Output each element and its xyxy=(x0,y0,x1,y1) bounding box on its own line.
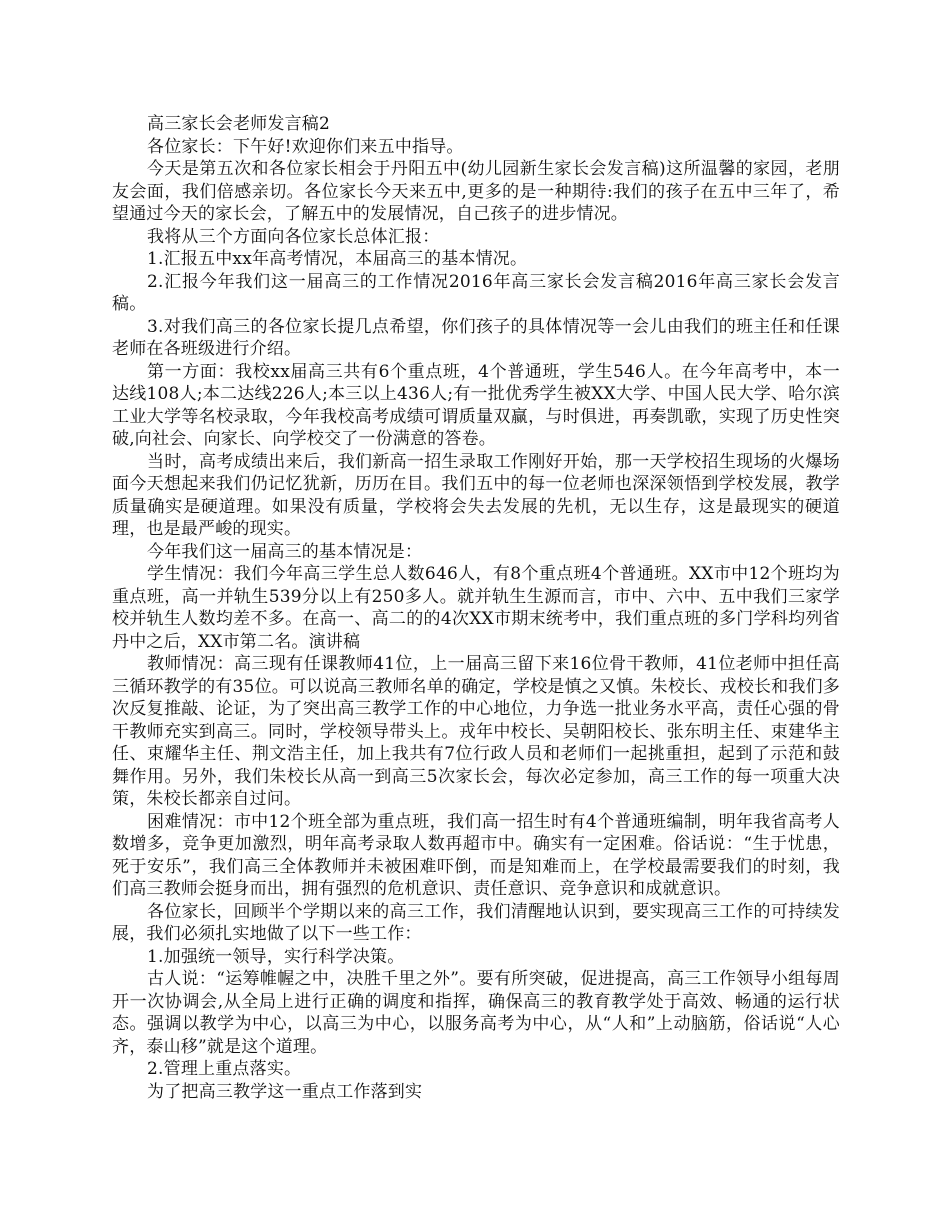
list-item: 1.加强统一领导，实行科学决策。 xyxy=(147,946,405,967)
list-item: 3.对我们高三的各位家长提几点希望，你们孩子的具体情况等一会儿由我们的班主任和任课老师在各班级进行介绍。 xyxy=(112,316,840,359)
document-body xyxy=(112,113,840,1103)
body-paragraph: 学生情况：我们今年高三学生总人数646人，有8个重点班4个普通班。XX市中12个班均为重点班，高一并轨生539分以上有250多人。就并轨生生源而言，市中、六中、五中我们三家学校并轨生人数均差不多。在高一、高二的的4次XX市期末统考中，我们重点班的多门学科均列省丹中之后，XX市第二名。演讲稿 xyxy=(112,564,840,652)
body-paragraph: 各位家长，回顾半个学期以来的高三工作，我们清醒地认识到，要实现高三工作的可持续发展，我们必须扎实地做了以下一些工作： xyxy=(112,901,840,944)
document-title: 高三家长会老师发言稿2 xyxy=(147,114,331,134)
list-item: 1.汇报五中xx年高考情况，本届高三的基本情况。 xyxy=(147,249,528,269)
body-paragraph: 当时，高考成绩出来后，我们新高一招生录取工作刚好开始，那一天学校招生现场的火爆场面今天想起来我们仍记忆犹新，历历在目。我们五中的每一位老师也深深领悟到学校发展，教学质量确实是硬道理。如果没有质量，学校将会失去发展的先机，无以生存，这是最现实的硬道理，也是最严峻的现实。 xyxy=(112,451,840,539)
list-item: 2.管理上重点落实。 xyxy=(147,1059,302,1079)
body-paragraph: 今天是第五次和各位家长相会于丹阳五中(幼儿园新生家长会发言稿)这所温馨的家园，老朋友会面，我们倍感亲切。各位家长今天来五中,更多的是一种期待:我们的孩子在五中三年了，希望通过今天的家长会，了解五中的发展情况，自己孩子的进步情况。 xyxy=(112,159,840,224)
greeting-paragraph: 各位家长：下午好!欢迎你们来五中指导。 xyxy=(147,136,464,157)
body-paragraph: 第一方面：我校xx届高三共有6个重点班，4个普通班，学生546人。在今年高考中，本一达线108人;本二达线226人;本三以上436人;有一批优秀学生被XX大学、中国人民大学、哈尔滨工业大学等名校录取，今年我校高考成绩可谓质量双赢，与时俱进，再奏凯歌，实现了历史性突破,向社会、向家长、向学校交了一份满意的答卷。 xyxy=(112,361,840,449)
body-paragraph: 我将从三个方面向各位家长总体汇报： xyxy=(147,226,440,247)
list-item: 2.汇报今年我们这一届高三的工作情况2016年高三家长会发言稿2016年高三家长会发言稿。 xyxy=(112,271,840,314)
body-paragraph: 古人说：“运筹帷幄之中，决胜千里之外”。要有所突破，促进提高，高三工作领导小组每周开一次协调会,从全局上进行正确的调度和指挥，确保高三的教育教学处于高效、畅通的运行状态。强调以教学为中心，以高三为中心，以服务高考为中心，从“人和”上动脑筋，俗话说“人心齐，泰山移”就是这个道理。 xyxy=(112,969,840,1057)
body-paragraph: 为了把高三教学这一重点工作落到实 xyxy=(147,1081,423,1102)
body-paragraph: 困难情况：市中12个班全部为重点班，我们高一招生时有4个普通班编制，明年我省高考人数增多，竞争更加激烈，明年高考录取人数再超市中。确实有一定困难。俗话说：“生于忧患，死于安乐”，我们高三全体教师并未被困难吓倒，而是知难而上，在学校最需要我们的时刻，我们高三教师会挺身而出，拥有强烈的危机意识、责任意识、竞争意识和成就意识。 xyxy=(112,811,840,899)
body-paragraph: 今年我们这一届高三的基本情况是： xyxy=(147,541,423,562)
body-paragraph: 教师情况：高三现有任课教师41位，上一届高三留下来16位骨干教师，41位老师中担任高三循环教学的有35位。可以说高三教师名单的确定，学校是慎之又慎。朱校长、戎校长和我们多次反复推敲、论证，为了突出高三教学工作的中心地位，力争选一批业务水平高，责任心强的骨干教师充实到高三。同时，学校领导带头上。戎年中校长、吴朝阳校长、张东明主任、束建华主任、束耀华主任、荆文浩主任，加上我共有7位行政人员和老师们一起挑重担，起到了示范和鼓舞作用。另外，我们朱校长从高一到高三5次家长会，每次必定参加，高三工作的每一项重大决策，朱校长都亲自过问。 xyxy=(112,654,840,809)
